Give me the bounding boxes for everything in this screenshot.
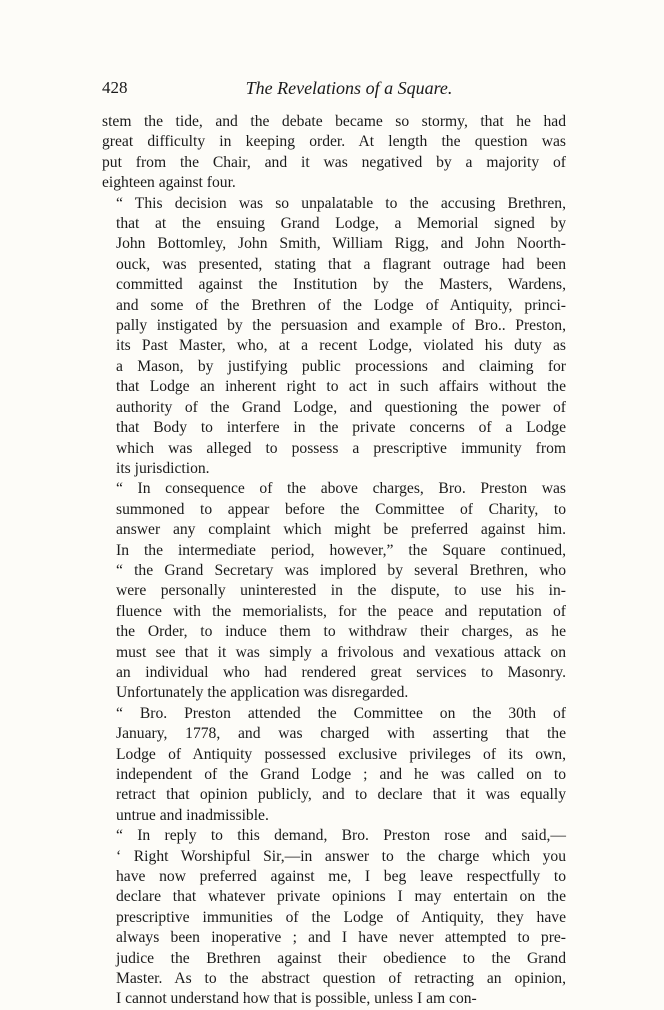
- text-line: retract that opinion publicly, and to declare that it was equally: [116, 786, 566, 804]
- text-line: answer any complaint which might be preferred against him.: [116, 521, 566, 539]
- text-line: the Order, to induce them to withdraw their charges, as he: [116, 623, 566, 641]
- text-line: a Mason, by justifying public processions and claiming for: [116, 357, 566, 375]
- text-line: its Past Master, who, at a recent Lodge, violated his duty as: [116, 337, 566, 355]
- text-line: and some of the Brethren of the Lodge of Antiquity, princi-: [116, 296, 566, 314]
- text-line: have now preferred against me, I beg leave respectfully to: [116, 868, 566, 886]
- text-line: summoned to appear before the Committee of Charity, to: [116, 500, 566, 518]
- running-title: The Revelations of a Square.: [245, 78, 453, 98]
- text-line: declare that whatever private opinions I may entertain on the: [116, 888, 566, 906]
- paragraph: [102, 704, 566, 826]
- text-line: Unfortunately the application was disregarded.: [116, 684, 409, 702]
- page-number: 428: [102, 78, 128, 97]
- text-line: judice the Brethren against their obedience to the Grand: [116, 949, 566, 967]
- text-line: Master. As to the abstract question of retracting an opinion,: [116, 970, 566, 988]
- text-line: “ Bro. Preston attended the Committee on the 30th of: [116, 704, 566, 722]
- text-line: put from the Chair, and it was negatived by a majority of: [102, 153, 566, 171]
- text-line: which was alleged to possess a prescriptive immunity from: [116, 439, 566, 457]
- text-line: “ This decision was so unpalatable to the accusing Brethren,: [116, 194, 566, 212]
- text-line: that at the ensuing Grand Lodge, a Memorial signed by: [116, 215, 566, 233]
- book-page: [102, 78, 566, 1010]
- text-line: I cannot understand how that is possible, unless I am con-: [116, 990, 477, 1008]
- text-line: pally instigated by the persuasion and example of Bro.. Preston,: [116, 317, 566, 335]
- text-line: were personally uninterested in the dispute, to use his in-: [116, 582, 566, 600]
- text-line: In the intermediate period, however,” the Square continued,: [116, 541, 566, 559]
- text-line: untrue and inadmissible.: [116, 806, 269, 824]
- text-line: its jurisdiction.: [116, 459, 210, 477]
- text-line: “ In reply to this demand, Bro. Preston rose and said,—: [116, 827, 566, 845]
- text-line: Lodge of Antiquity possessed exclusive privileges of its own,: [116, 745, 566, 763]
- text-line: great difficulty in keeping order. At length the question was: [102, 133, 566, 151]
- text-line: always been inoperative ; and I have never attempted to pre-: [116, 929, 566, 947]
- text-line: eighteen against four.: [102, 174, 236, 192]
- text-line: ouck, was presented, stating that a flagrant outrage had been: [116, 255, 566, 273]
- text-line: an individual who had rendered great services to Masonry.: [116, 663, 566, 681]
- paragraph: [102, 479, 566, 703]
- text-line: prescriptive immunities of the Lodge of Antiquity, they have: [116, 908, 566, 926]
- text-line: “ In consequence of the above charges, Bro. Preston was: [116, 480, 566, 498]
- text-line: committed against the Institution by the Masters, Wardens,: [116, 276, 566, 294]
- text-line: “ the Grand Secretary was implored by several Brethren, who: [116, 561, 566, 579]
- paragraph: [102, 826, 566, 1010]
- page-header: [102, 78, 566, 104]
- text-line: must see that it was simply a frivolous and vexatious attack on: [116, 643, 566, 661]
- text-line: fluence with the memorialists, for the peace and reputation of: [116, 602, 566, 620]
- text-line: that Lodge an inherent right to act in such affairs without the: [116, 378, 566, 396]
- text-line: January, 1778, and was charged with asserting that the: [116, 725, 566, 743]
- text-line: ‘ Right Worshipful Sir,—in answer to the charge which you: [116, 847, 566, 865]
- paragraph: [102, 194, 566, 480]
- text-line: stem the tide, and the debate became so stormy, that he had: [102, 113, 566, 130]
- paragraph: [102, 112, 566, 194]
- text-line: authority of the Grand Lodge, and questioning the power of: [116, 398, 566, 416]
- body-text: [102, 112, 566, 1010]
- text-line: John Bottomley, John Smith, William Rigg, and John Noorth-: [116, 235, 566, 253]
- text-line: that Body to interfere in the private concerns of a Lodge: [116, 419, 566, 437]
- text-line: independent of the Grand Lodge ; and he was called on to: [116, 766, 566, 783]
